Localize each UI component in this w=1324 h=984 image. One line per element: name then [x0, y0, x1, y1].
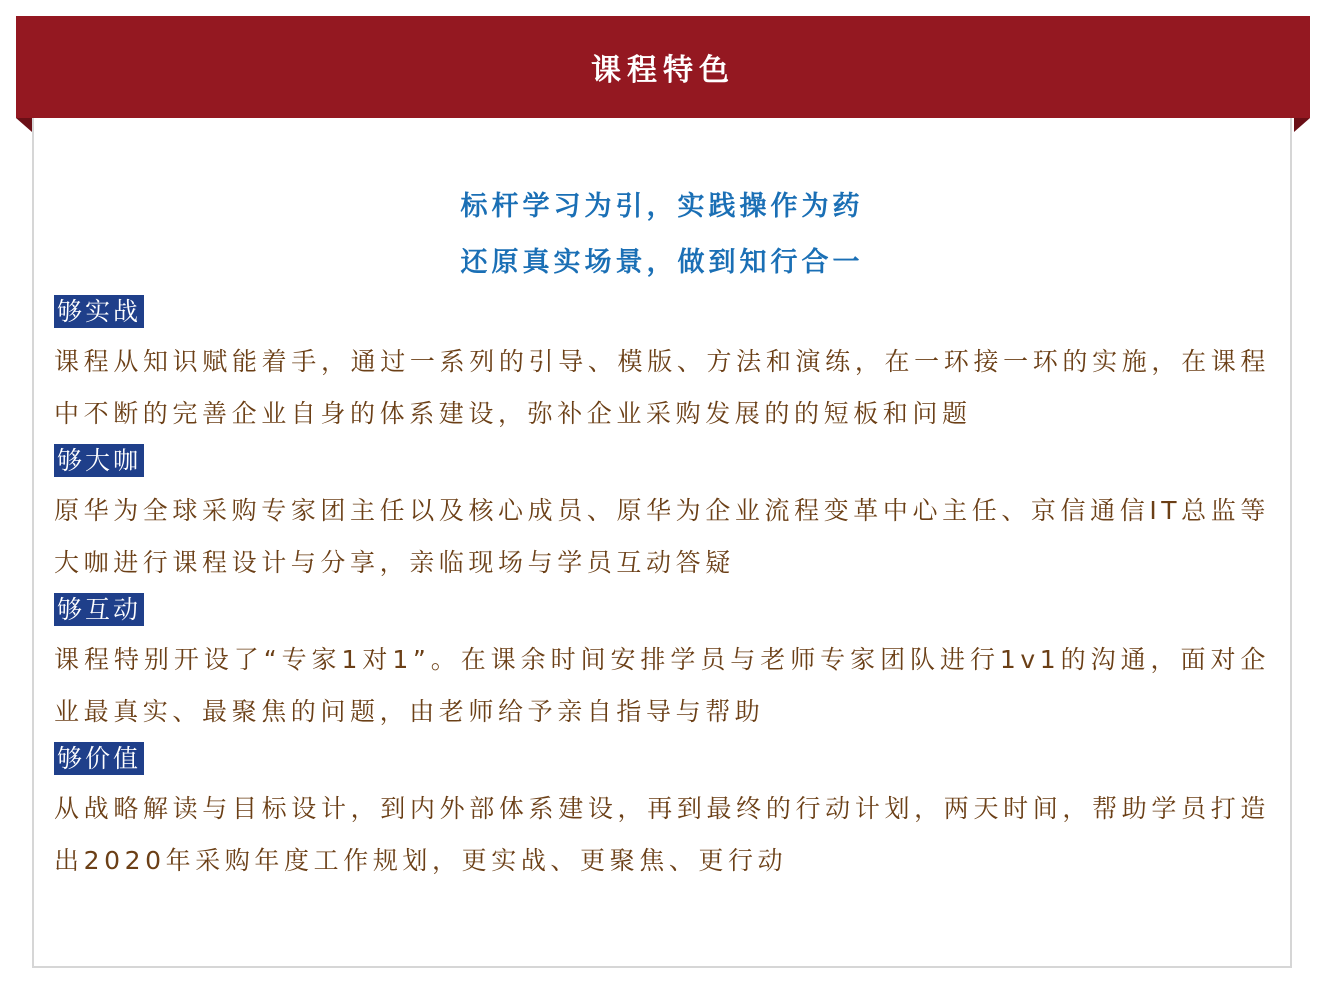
slogan-line-1: 标杆学习为引，实践操作为药	[460, 191, 864, 222]
feature-description: 从战略解读与目标设计，到内外部体系建设，再到最终的行动计划，两天时间，帮助学员打造出2020年采购年度工作规划，更实战、更聚焦、更行动	[54, 794, 1270, 875]
feature-tag: 够大咖	[54, 444, 144, 477]
banner-fold-right	[1294, 118, 1310, 132]
header-banner	[16, 16, 1310, 118]
slogan-line-2: 还原真实场景，做到知行合一	[460, 247, 864, 278]
feature-experts	[54, 444, 1270, 589]
banner-title: 课程特色	[591, 53, 735, 88]
feature-practical	[54, 295, 1270, 440]
feature-description: 课程特别开设了“专家1对1”。在课余时间安排学员与老师专家团队进行1v1的沟通，面对企业最真实、最聚焦的问题，由老师给予亲自指导与帮助	[54, 645, 1270, 726]
banner-fold-left	[16, 118, 32, 132]
feature-list	[54, 295, 1270, 891]
feature-description: 课程从知识赋能着手，通过一系列的引导、模版、方法和演练，在一环接一环的实施，在课程中不断的完善企业自身的体系建设，弥补企业采购发展的的短板和问题	[54, 347, 1270, 428]
feature-interactive	[54, 593, 1270, 738]
feature-description: 原华为全球采购专家团主任以及核心成员、原华为企业流程变革中心主任、京信通信IT总监等大咖进行课程设计与分享，亲临现场与学员互动答疑	[54, 496, 1270, 577]
feature-tag: 够价值	[54, 742, 144, 775]
feature-tag: 够互动	[54, 593, 144, 626]
feature-value	[54, 742, 1270, 887]
feature-tag: 够实战	[54, 295, 144, 328]
